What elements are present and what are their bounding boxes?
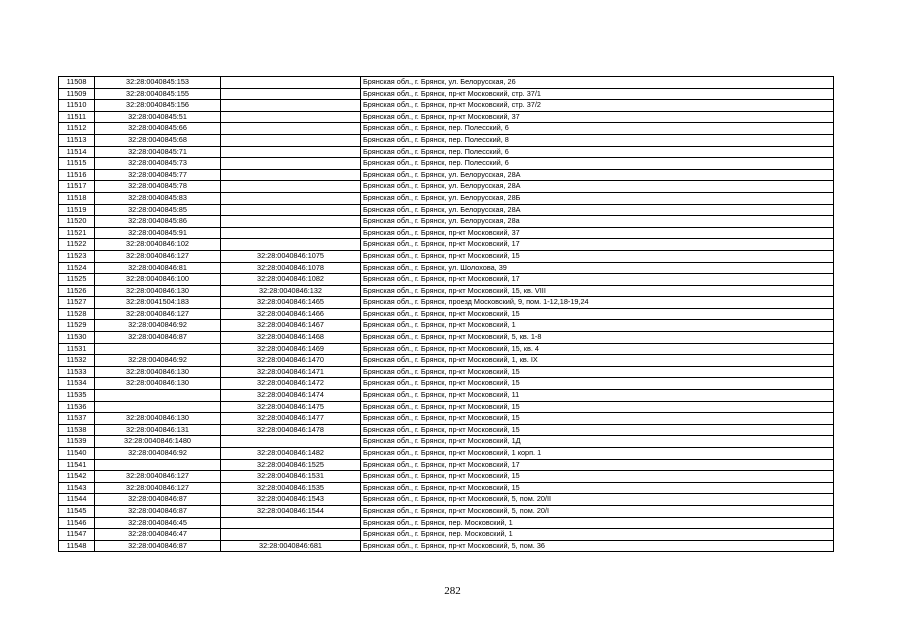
row-number-cell: 11534 xyxy=(59,378,95,390)
row-number-cell: 11538 xyxy=(59,424,95,436)
related-cadastral-number-cell: 32:28:0040846:1075 xyxy=(221,250,361,262)
registry-table-body xyxy=(59,77,834,552)
row-number-cell: 11530 xyxy=(59,332,95,344)
cadastral-number-cell: 32:28:0040846:102 xyxy=(95,239,221,251)
related-cadastral-number-cell xyxy=(221,517,361,529)
cadastral-number-cell: 32:28:0040846:92 xyxy=(95,355,221,367)
address-cell: Брянская обл., г. Брянск, пр-кт Московский, 15 xyxy=(361,471,834,483)
row-number-cell: 11529 xyxy=(59,320,95,332)
table-row xyxy=(59,471,834,483)
related-cadastral-number-cell xyxy=(221,216,361,228)
row-number-cell: 11514 xyxy=(59,146,95,158)
related-cadastral-number-cell: 32:28:0040846:1465 xyxy=(221,297,361,309)
row-number-cell: 11510 xyxy=(59,100,95,112)
cadastral-number-cell: 32:28:0040845:51 xyxy=(95,111,221,123)
address-cell: Брянская обл., г. Брянск, ул. Белорусская, 28а xyxy=(361,216,834,228)
cadastral-number-cell: 32:28:0040846:87 xyxy=(95,505,221,517)
related-cadastral-number-cell xyxy=(221,204,361,216)
cadastral-number-cell: 32:28:0040845:91 xyxy=(95,227,221,239)
cadastral-number-cell: 32:28:0040845:156 xyxy=(95,100,221,112)
table-row xyxy=(59,505,834,517)
cadastral-number-cell: 32:28:0040845:66 xyxy=(95,123,221,135)
related-cadastral-number-cell xyxy=(221,77,361,89)
table-row xyxy=(59,494,834,506)
table-row xyxy=(59,482,834,494)
related-cadastral-number-cell: 32:28:0040846:1472 xyxy=(221,378,361,390)
page-number: 282 xyxy=(444,585,461,597)
address-cell: Брянская обл., г. Брянск, ул. Белорусская, 28А xyxy=(361,181,834,193)
row-number-cell: 11541 xyxy=(59,459,95,471)
related-cadastral-number-cell: 32:28:0040846:132 xyxy=(221,285,361,297)
address-cell: Брянская обл., г. Брянск, пр-кт Московский, 5, кв. 1-8 xyxy=(361,332,834,344)
related-cadastral-number-cell: 32:28:0040846:1544 xyxy=(221,505,361,517)
row-number-cell: 11546 xyxy=(59,517,95,529)
related-cadastral-number-cell: 32:28:0040846:1482 xyxy=(221,448,361,460)
address-cell: Брянская обл., г. Брянск, пр-кт Московский, 15, кв. 4 xyxy=(361,343,834,355)
row-number-cell: 11520 xyxy=(59,216,95,228)
cadastral-number-cell: 32:28:0040846:87 xyxy=(95,540,221,552)
address-cell: Брянская обл., г. Брянск, пр-кт Московский, 15 xyxy=(361,424,834,436)
address-cell: Брянская обл., г. Брянск, пер. Полесский, 6 xyxy=(361,158,834,170)
row-number-cell: 11528 xyxy=(59,308,95,320)
row-number-cell: 11533 xyxy=(59,366,95,378)
cadastral-number-cell: 32:28:0040846:45 xyxy=(95,517,221,529)
table-row xyxy=(59,355,834,367)
cadastral-number-cell: 32:28:0040845:85 xyxy=(95,204,221,216)
related-cadastral-number-cell: 32:28:0040846:1474 xyxy=(221,390,361,402)
table-row xyxy=(59,424,834,436)
address-cell: Брянская обл., г. Брянск, пр-кт Московский, 5, пом. 20/I xyxy=(361,505,834,517)
address-cell: Брянская обл., г. Брянск, пр-кт Московский, 5, пом. 20/II xyxy=(361,494,834,506)
address-cell: Брянская обл., г. Брянск, пр-кт Московский, 17 xyxy=(361,239,834,251)
related-cadastral-number-cell xyxy=(221,100,361,112)
table-row xyxy=(59,111,834,123)
row-number-cell: 11543 xyxy=(59,482,95,494)
address-cell: Брянская обл., г. Брянск, пер. Московский, 1 xyxy=(361,529,834,541)
address-cell: Брянская обл., г. Брянск, ул. Белорусская, 28А xyxy=(361,204,834,216)
table-row xyxy=(59,192,834,204)
table-row xyxy=(59,239,834,251)
table-row xyxy=(59,285,834,297)
row-number-cell: 11545 xyxy=(59,505,95,517)
table-row xyxy=(59,134,834,146)
related-cadastral-number-cell: 32:28:0040846:1471 xyxy=(221,366,361,378)
related-cadastral-number-cell xyxy=(221,134,361,146)
cadastral-number-cell: 32:28:0040846:127 xyxy=(95,250,221,262)
table-row xyxy=(59,100,834,112)
row-number-cell: 11539 xyxy=(59,436,95,448)
table-row xyxy=(59,436,834,448)
related-cadastral-number-cell: 32:28:0040846:1525 xyxy=(221,459,361,471)
address-cell: Брянская обл., г. Брянск, пр-кт Московский, 1 корп. 1 xyxy=(361,448,834,460)
related-cadastral-number-cell: 32:28:0040846:1470 xyxy=(221,355,361,367)
table-row xyxy=(59,390,834,402)
address-cell: Брянская обл., г. Брянск, пр-кт Московский, 37 xyxy=(361,111,834,123)
table-row xyxy=(59,204,834,216)
cadastral-number-cell xyxy=(95,390,221,402)
cadastral-number-cell: 32:28:0040846:87 xyxy=(95,332,221,344)
row-number-cell: 11525 xyxy=(59,274,95,286)
row-number-cell: 11511 xyxy=(59,111,95,123)
related-cadastral-number-cell xyxy=(221,111,361,123)
table-row xyxy=(59,169,834,181)
row-number-cell: 11548 xyxy=(59,540,95,552)
row-number-cell: 11513 xyxy=(59,134,95,146)
related-cadastral-number-cell: 32:28:0040846:1535 xyxy=(221,482,361,494)
related-cadastral-number-cell xyxy=(221,239,361,251)
related-cadastral-number-cell xyxy=(221,436,361,448)
cadastral-number-cell: 32:28:0040845:155 xyxy=(95,88,221,100)
related-cadastral-number-cell xyxy=(221,88,361,100)
table-row xyxy=(59,320,834,332)
table-row xyxy=(59,332,834,344)
row-number-cell: 11542 xyxy=(59,471,95,483)
row-number-cell: 11518 xyxy=(59,192,95,204)
table-row xyxy=(59,308,834,320)
related-cadastral-number-cell xyxy=(221,123,361,135)
table-row xyxy=(59,401,834,413)
table-row xyxy=(59,448,834,460)
table-row xyxy=(59,297,834,309)
table-row xyxy=(59,88,834,100)
address-cell: Брянская обл., г. Брянск, пр-кт Московский, 11 xyxy=(361,390,834,402)
address-cell: Брянская обл., г. Брянск, пр-кт Московский, 1, кв. IX xyxy=(361,355,834,367)
cadastral-number-cell: 32:28:0040845:78 xyxy=(95,181,221,193)
cadastral-number-cell: 32:28:0040845:77 xyxy=(95,169,221,181)
table-row xyxy=(59,77,834,89)
row-number-cell: 11521 xyxy=(59,227,95,239)
related-cadastral-number-cell: 32:28:0040846:1078 xyxy=(221,262,361,274)
address-cell: Брянская обл., г. Брянск, пр-кт Московский, 37 xyxy=(361,227,834,239)
row-number-cell: 11536 xyxy=(59,401,95,413)
row-number-cell: 11544 xyxy=(59,494,95,506)
table-row xyxy=(59,540,834,552)
table-row xyxy=(59,366,834,378)
row-number-cell: 11522 xyxy=(59,239,95,251)
related-cadastral-number-cell xyxy=(221,181,361,193)
address-cell: Брянская обл., г. Брянск, ул. Белорусская, 28Б xyxy=(361,192,834,204)
row-number-cell: 11508 xyxy=(59,77,95,89)
row-number-cell: 11535 xyxy=(59,390,95,402)
row-number-cell: 11519 xyxy=(59,204,95,216)
row-number-cell: 11547 xyxy=(59,529,95,541)
address-cell: Брянская обл., г. Брянск, проезд Московский, 9, пом. 1-12,18-19,24 xyxy=(361,297,834,309)
cadastral-number-cell: 32:28:0040845:68 xyxy=(95,134,221,146)
cadastral-number-cell: 32:28:0040846:127 xyxy=(95,471,221,483)
related-cadastral-number-cell: 32:28:0040846:681 xyxy=(221,540,361,552)
related-cadastral-number-cell: 32:28:0040846:1467 xyxy=(221,320,361,332)
cadastral-number-cell: 32:28:0041504:183 xyxy=(95,297,221,309)
table-row xyxy=(59,181,834,193)
row-number-cell: 11524 xyxy=(59,262,95,274)
address-cell: Брянская обл., г. Брянск, пр-кт Московский, стр. 37/2 xyxy=(361,100,834,112)
address-cell: Брянская обл., г. Брянск, пр-кт Московский, 15, кв. VIII xyxy=(361,285,834,297)
related-cadastral-number-cell xyxy=(221,169,361,181)
cadastral-number-cell: 32:28:0040846:127 xyxy=(95,308,221,320)
related-cadastral-number-cell: 32:28:0040846:1082 xyxy=(221,274,361,286)
related-cadastral-number-cell: 32:28:0040846:1531 xyxy=(221,471,361,483)
cadastral-number-cell: 32:28:0040845:86 xyxy=(95,216,221,228)
address-cell: Брянская обл., г. Брянск, пр-кт Московский, 5, пом. 36 xyxy=(361,540,834,552)
table-row xyxy=(59,274,834,286)
row-number-cell: 11526 xyxy=(59,285,95,297)
cadastral-number-cell: 32:28:0040846:131 xyxy=(95,424,221,436)
cadastral-number-cell: 32:28:0040846:47 xyxy=(95,529,221,541)
address-cell: Брянская обл., г. Брянск, пр-кт Московский, 15 xyxy=(361,366,834,378)
cadastral-number-cell xyxy=(95,459,221,471)
cadastral-number-cell xyxy=(95,401,221,413)
related-cadastral-number-cell xyxy=(221,529,361,541)
row-number-cell: 11509 xyxy=(59,88,95,100)
cadastral-number-cell: 32:28:0040845:83 xyxy=(95,192,221,204)
table-row xyxy=(59,517,834,529)
cadastral-number-cell: 32:28:0040846:100 xyxy=(95,274,221,286)
row-number-cell: 11523 xyxy=(59,250,95,262)
cadastral-number-cell: 32:28:0040846:92 xyxy=(95,448,221,460)
address-cell: Брянская обл., г. Брянск, пер. Полесский, 6 xyxy=(361,123,834,135)
row-number-cell: 11537 xyxy=(59,413,95,425)
related-cadastral-number-cell xyxy=(221,227,361,239)
related-cadastral-number-cell xyxy=(221,146,361,158)
cadastral-number-cell xyxy=(95,343,221,355)
cadastral-number-cell: 32:28:0040846:130 xyxy=(95,413,221,425)
table-row xyxy=(59,459,834,471)
related-cadastral-number-cell: 32:28:0040846:1468 xyxy=(221,332,361,344)
address-cell: Брянская обл., г. Брянск, пр-кт Московский, 15 xyxy=(361,401,834,413)
table-row xyxy=(59,250,834,262)
address-cell: Брянская обл., г. Брянск, пр-кт Московский, 1Д xyxy=(361,436,834,448)
row-number-cell: 11517 xyxy=(59,181,95,193)
cadastral-number-cell: 32:28:0040846:1480 xyxy=(95,436,221,448)
related-cadastral-number-cell: 32:28:0040846:1543 xyxy=(221,494,361,506)
address-cell: Брянская обл., г. Брянск, ул. Белорусская, 28А xyxy=(361,169,834,181)
address-cell: Брянская обл., г. Брянск, пр-кт Московский, 17 xyxy=(361,274,834,286)
address-cell: Брянская обл., г. Брянск, пр-кт Московский, 15 xyxy=(361,378,834,390)
cadastral-number-cell: 32:28:0040846:127 xyxy=(95,482,221,494)
table-row xyxy=(59,158,834,170)
address-cell: Брянская обл., г. Брянск, пр-кт Московский, 15 xyxy=(361,413,834,425)
related-cadastral-number-cell: 32:28:0040846:1477 xyxy=(221,413,361,425)
row-number-cell: 11515 xyxy=(59,158,95,170)
cadastral-number-cell: 32:28:0040846:130 xyxy=(95,366,221,378)
related-cadastral-number-cell xyxy=(221,192,361,204)
row-number-cell: 11531 xyxy=(59,343,95,355)
table-row xyxy=(59,343,834,355)
related-cadastral-number-cell xyxy=(221,158,361,170)
cadastral-number-cell: 32:28:0040846:130 xyxy=(95,285,221,297)
row-number-cell: 11527 xyxy=(59,297,95,309)
cadastral-number-cell: 32:28:0040846:87 xyxy=(95,494,221,506)
address-cell: Брянская обл., г. Брянск, пр-кт Московский, 17 xyxy=(361,459,834,471)
cadastral-number-cell: 32:28:0040845:153 xyxy=(95,77,221,89)
table-row xyxy=(59,262,834,274)
row-number-cell: 11540 xyxy=(59,448,95,460)
table-row xyxy=(59,413,834,425)
address-cell: Брянская обл., г. Брянск, пр-кт Московский, 15 xyxy=(361,482,834,494)
related-cadastral-number-cell: 32:28:0040846:1478 xyxy=(221,424,361,436)
row-number-cell: 11512 xyxy=(59,123,95,135)
address-cell: Брянская обл., г. Брянск, ул. Шолохова, 39 xyxy=(361,262,834,274)
related-cadastral-number-cell: 32:28:0040846:1475 xyxy=(221,401,361,413)
cadastral-number-cell: 32:28:0040846:81 xyxy=(95,262,221,274)
address-cell: Брянская обл., г. Брянск, пер. Полесский, 8 xyxy=(361,134,834,146)
address-cell: Брянская обл., г. Брянск, пр-кт Московский, 15 xyxy=(361,250,834,262)
table-row xyxy=(59,146,834,158)
row-number-cell: 11516 xyxy=(59,169,95,181)
cadastral-number-cell: 32:28:0040845:73 xyxy=(95,158,221,170)
address-cell: Брянская обл., г. Брянск, пр-кт Московский, 15 xyxy=(361,308,834,320)
cadastral-number-cell: 32:28:0040846:130 xyxy=(95,378,221,390)
related-cadastral-number-cell: 32:28:0040846:1466 xyxy=(221,308,361,320)
address-cell: Брянская обл., г. Брянск, пр-кт Московский, стр. 37/1 xyxy=(361,88,834,100)
address-cell: Брянская обл., г. Брянск, ул. Белорусская, 26 xyxy=(361,77,834,89)
table-row xyxy=(59,123,834,135)
address-cell: Брянская обл., г. Брянск, пер. Московский, 1 xyxy=(361,517,834,529)
related-cadastral-number-cell: 32:28:0040846:1469 xyxy=(221,343,361,355)
registry-table xyxy=(58,76,834,552)
cadastral-number-cell: 32:28:0040845:71 xyxy=(95,146,221,158)
row-number-cell: 11532 xyxy=(59,355,95,367)
address-cell: Брянская обл., г. Брянск, пр-кт Московский, 1 xyxy=(361,320,834,332)
table-row xyxy=(59,378,834,390)
address-cell: Брянская обл., г. Брянск, пер. Полесский, 6 xyxy=(361,146,834,158)
cadastral-number-cell: 32:28:0040846:92 xyxy=(95,320,221,332)
table-row xyxy=(59,216,834,228)
table-row xyxy=(59,529,834,541)
table-row xyxy=(59,227,834,239)
